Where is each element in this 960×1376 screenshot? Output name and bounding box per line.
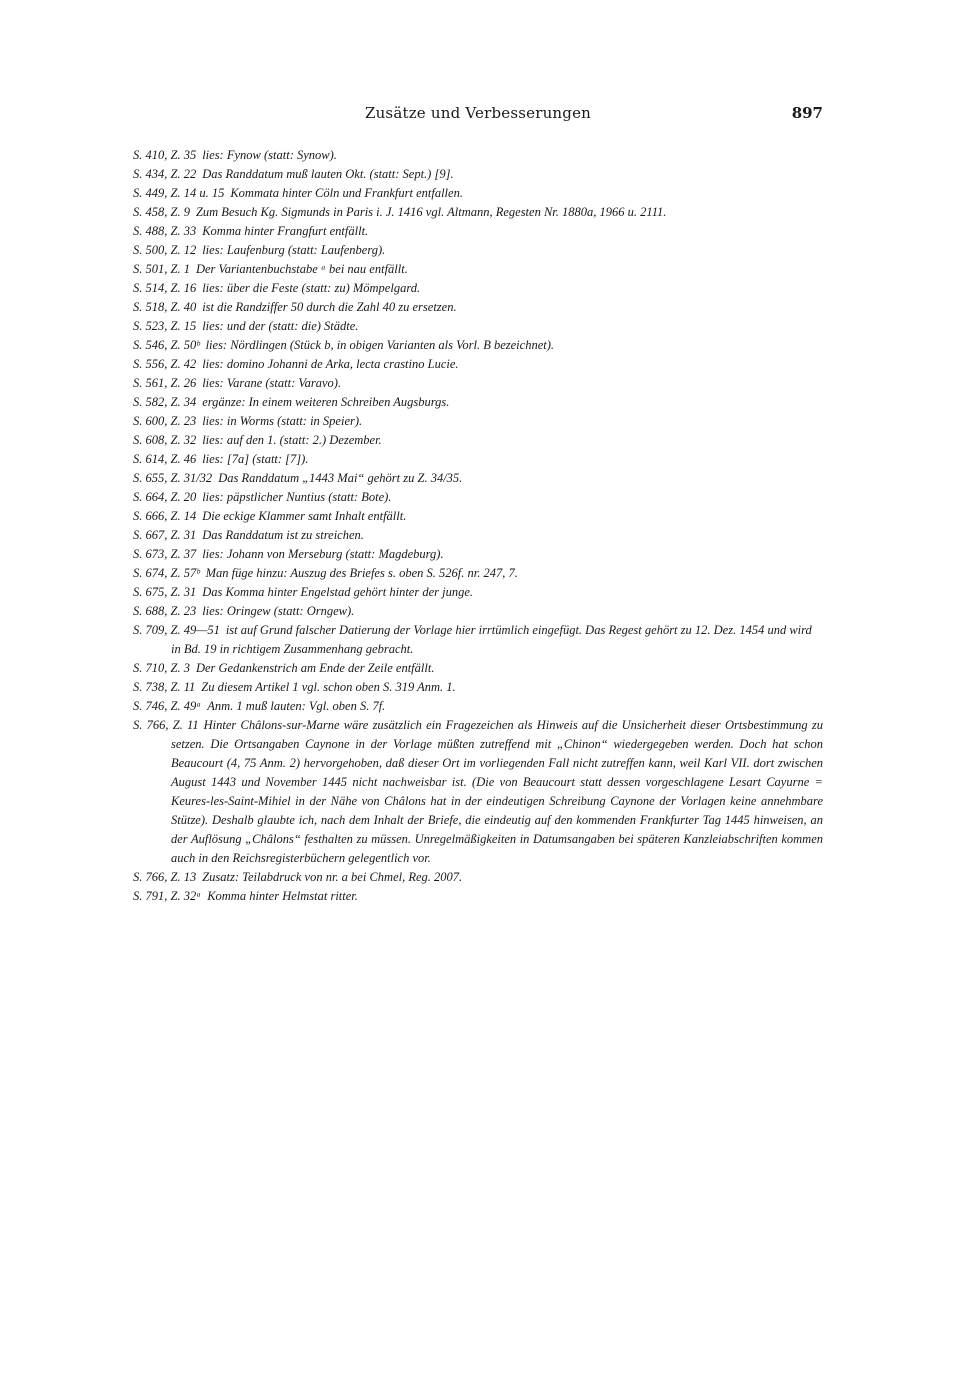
entry-text: lies: [7a] (statt: [7]). bbox=[202, 452, 309, 466]
entry-text: lies: Varane (statt: Varavo). bbox=[202, 376, 342, 390]
entry-text: Zu diesem Artikel 1 vgl. schon oben S. 319 Anm. 1. bbox=[201, 680, 456, 694]
entry-text: Man füge hinzu: Auszug des Briefes s. oben S. 526f. nr. 247, 7. bbox=[205, 566, 518, 580]
entry-text: Das Randdatum ist zu streichen. bbox=[202, 528, 364, 542]
entry-reference: S. 518, Z. 40 bbox=[133, 300, 197, 314]
correction-entry bbox=[133, 697, 823, 716]
correction-entry bbox=[133, 887, 823, 906]
entry-reference: S. 766, Z. 13 bbox=[133, 870, 197, 884]
correction-entry bbox=[133, 469, 823, 488]
correction-entry bbox=[133, 412, 823, 431]
entry-reference: S. 523, Z. 15 bbox=[133, 319, 197, 333]
correction-entry bbox=[133, 336, 823, 355]
entry-reference: S. 614, Z. 46 bbox=[133, 452, 197, 466]
entry-reference: S. 666, Z. 14 bbox=[133, 509, 197, 523]
correction-entry bbox=[133, 507, 823, 526]
correction-entry bbox=[133, 602, 823, 621]
entry-text: ist auf Grund falscher Datierung der Vorlage hier irrtümlich eingefügt. Das Regest gehört zu 12. Dez. 1454 und wird in Bd. 19 in richtigem Zusammenhang gebracht. bbox=[171, 623, 812, 656]
entry-text: lies: Oringew (statt: Orngew). bbox=[202, 604, 355, 618]
entry-reference: S. 746, Z. 49ᵃ bbox=[133, 699, 202, 713]
correction-entry bbox=[133, 146, 823, 165]
correction-entry bbox=[133, 678, 823, 697]
correction-entry bbox=[133, 393, 823, 412]
entry-reference: S. 709, Z. 49—51 bbox=[133, 623, 220, 637]
entry-reference: S. 458, Z. 9 bbox=[133, 205, 190, 219]
entry-reference: S. 434, Z. 22 bbox=[133, 167, 197, 181]
entry-text: lies: päpstlicher Nuntius (statt: Bote). bbox=[202, 490, 392, 504]
running-title: Zusätze und Verbesserungen bbox=[364, 104, 592, 122]
corrections-list bbox=[133, 146, 823, 906]
entry-reference: S. 664, Z. 20 bbox=[133, 490, 197, 504]
correction-entry bbox=[133, 564, 823, 583]
correction-entry bbox=[133, 526, 823, 545]
entry-text: Kommata hinter Cöln und Frankfurt entfallen. bbox=[230, 186, 463, 200]
entry-reference: S. 675, Z. 31 bbox=[133, 585, 197, 599]
entry-reference: S. 514, Z. 16 bbox=[133, 281, 197, 295]
entry-reference: S. 600, Z. 23 bbox=[133, 414, 197, 428]
entry-reference: S. 673, Z. 37 bbox=[133, 547, 197, 561]
entry-text: Komma hinter Frangfurt entfällt. bbox=[202, 224, 369, 238]
entry-reference: S. 766, Z. 11 bbox=[133, 718, 199, 732]
correction-entry bbox=[133, 203, 823, 222]
entry-text: lies: Nördlingen (Stück b, in obigen Varianten als Vorl. B bezeichnet). bbox=[205, 338, 555, 352]
entry-text: Der Variantenbuchstabe ᵃ bei nau entfällt. bbox=[195, 262, 408, 276]
correction-entry bbox=[133, 241, 823, 260]
entry-text: Hinter Châlons-sur-Marne wäre zusätzlich ein Fragezeichen als Hinweis auf die Unsicherheit dieser Ortsbestimmung zu setzen. Die Ortsangaben Caynone in der Vorlage müßten zutreffend mit „Chinon“ wiedergegeben werden. Doch hat schon Beaucourt (4, 75 Anm. 2) hervorgehoben, daß dieser Ort im vorliegenden Fall nicht zutreffen kann, weil Karl VII. dort zwischen August 1443 und November 1445 nicht nachweisbar ist. (Die von Beaucourt statt dessen vorgeschlagene Lesart Cayurne = Keures-les-Saint-Mihiel in der Nähe von Châlons hat in der eindeutigen Schreibung Caynone der Vorlagen keine annehmbare Stütze). Deshalb glaubte ich, nach dem Inhalt der Briefe, die eindeutig auf den kommenden Frankfurter Tag 1445 hinweisen, an der Auflösung „Châlons“ festhalten zu müssen. Unregelmäßigkeiten in Datumsangaben bei späteren Kanzleiabschriften kommen auch in den Reichsregisterbüchern gelegentlich vor. bbox=[171, 718, 823, 865]
correction-entry bbox=[133, 165, 823, 184]
entry-reference: S. 608, Z. 32 bbox=[133, 433, 197, 447]
entry-reference: S. 674, Z. 57ᵇ bbox=[133, 566, 200, 580]
entry-reference: S. 500, Z. 12 bbox=[133, 243, 197, 257]
entry-reference: S. 710, Z. 3 bbox=[133, 661, 190, 675]
entry-text: Das Randdatum muß lauten Okt. (statt: Sept.) [9]. bbox=[202, 167, 454, 181]
entry-reference: S. 488, Z. 33 bbox=[133, 224, 197, 238]
entry-reference: S. 688, Z. 23 bbox=[133, 604, 197, 618]
entry-reference: S. 667, Z. 31 bbox=[133, 528, 197, 542]
entry-text: Zum Besuch Kg. Sigmunds in Paris i. J. 1416 vgl. Altmann, Regesten Nr. 1880a, 1966 u. 2111. bbox=[195, 205, 667, 219]
correction-entry bbox=[133, 279, 823, 298]
correction-entry bbox=[133, 545, 823, 564]
entry-text: lies: auf den 1. (statt: 2.) Dezember. bbox=[202, 433, 382, 447]
entry-text: Der Gedankenstrich am Ende der Zeile entfällt. bbox=[195, 661, 435, 675]
entry-text: ergänze: In einem weiteren Schreiben Augsburgs. bbox=[202, 395, 450, 409]
entry-text: Anm. 1 muß lauten: Vgl. oben S. 7f. bbox=[207, 699, 386, 713]
page-number: 897 bbox=[791, 104, 823, 122]
correction-entry bbox=[133, 260, 823, 279]
correction-entry bbox=[133, 716, 823, 868]
correction-entry bbox=[133, 488, 823, 507]
entry-text: Das Komma hinter Engelstad gehört hinter der junge. bbox=[202, 585, 474, 599]
entry-reference: S. 449, Z. 14 u. 15 bbox=[133, 186, 225, 200]
entry-text: lies: über die Feste (statt: zu) Mömpelgard. bbox=[202, 281, 421, 295]
entry-reference: S. 738, Z. 11 bbox=[133, 680, 196, 694]
correction-entry bbox=[133, 317, 823, 336]
entry-text: lies: und der (statt: die) Städte. bbox=[202, 319, 359, 333]
entry-text: Komma hinter Helmstat ritter. bbox=[207, 889, 358, 903]
correction-entry bbox=[133, 222, 823, 241]
correction-entry bbox=[133, 184, 823, 203]
entry-text: ist die Randziffer 50 durch die Zahl 40 zu ersetzen. bbox=[202, 300, 457, 314]
correction-entry bbox=[133, 621, 823, 659]
entry-text: lies: Fynow (statt: Synow). bbox=[202, 148, 337, 162]
entry-text: lies: Laufenburg (statt: Laufenberg). bbox=[202, 243, 386, 257]
entry-text: lies: in Worms (statt: in Speier). bbox=[202, 414, 363, 428]
entry-reference: S. 410, Z. 35 bbox=[133, 148, 197, 162]
entry-reference: S. 791, Z. 32ᵃ bbox=[133, 889, 202, 903]
correction-entry bbox=[133, 868, 823, 887]
correction-entry bbox=[133, 583, 823, 602]
entry-reference: S. 546, Z. 50ᵇ bbox=[133, 338, 200, 352]
entry-text: Die eckige Klammer samt Inhalt entfällt. bbox=[202, 509, 407, 523]
correction-entry bbox=[133, 298, 823, 317]
correction-entry bbox=[133, 431, 823, 450]
correction-entry bbox=[133, 450, 823, 469]
entry-text: Zusatz: Teilabdruck von nr. a bei Chmel, Reg. 2007. bbox=[202, 870, 463, 884]
correction-entry bbox=[133, 659, 823, 678]
entry-reference: S. 556, Z. 42 bbox=[133, 357, 197, 371]
correction-entry bbox=[133, 355, 823, 374]
correction-entry bbox=[133, 374, 823, 393]
entry-text: lies: Johann von Merseburg (statt: Magdeburg). bbox=[202, 547, 444, 561]
entry-reference: S. 501, Z. 1 bbox=[133, 262, 190, 276]
entry-reference: S. 655, Z. 31/32 bbox=[133, 471, 213, 485]
entry-text: lies: domino Johanni de Arka, lecta crastino Lucie. bbox=[202, 357, 459, 371]
running-header bbox=[133, 104, 823, 124]
entry-reference: S. 561, Z. 26 bbox=[133, 376, 197, 390]
entry-reference: S. 582, Z. 34 bbox=[133, 395, 197, 409]
entry-text: Das Randdatum „1443 Mai“ gehört zu Z. 34/35. bbox=[218, 471, 463, 485]
